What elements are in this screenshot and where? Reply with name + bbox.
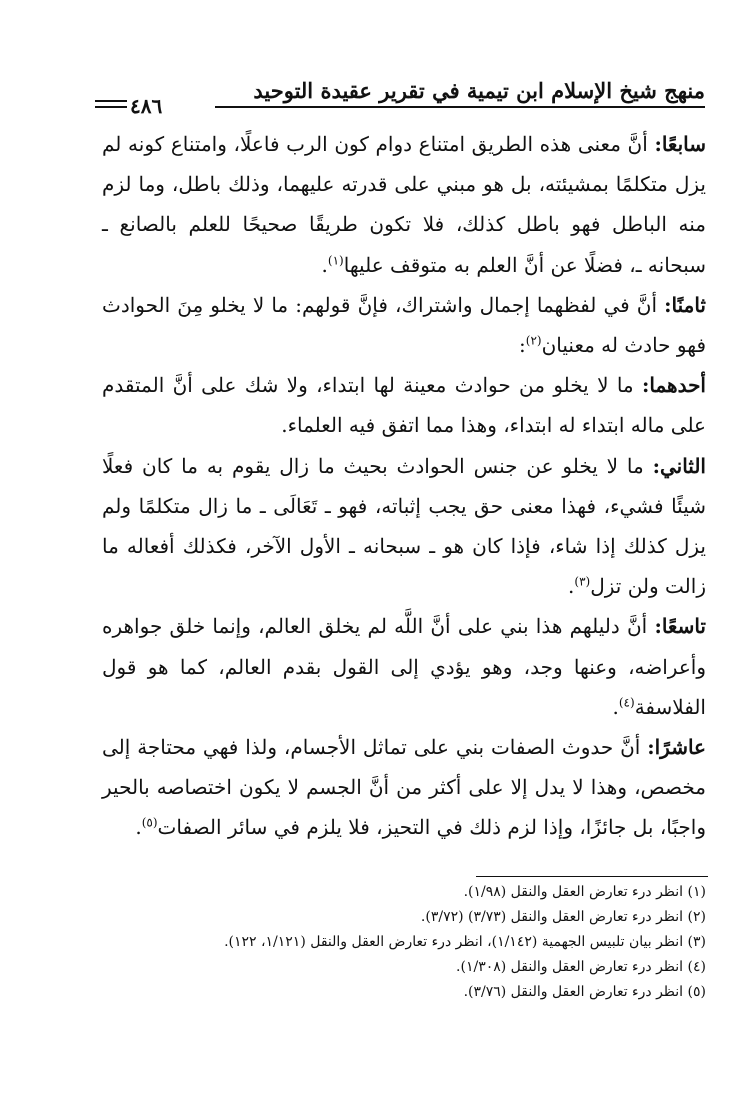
footnote-ref[interactable]: (٤) bbox=[618, 695, 635, 710]
paragraph-tail: . bbox=[135, 815, 142, 840]
footnote-5: (٥) انظر درء تعارض العقل والنقل (٣/٧٦). bbox=[463, 984, 706, 1000]
footnote-2: (٢) انظر درء تعارض العقل والنقل (٣/٧٣) (٣/٧٢). bbox=[420, 909, 706, 925]
footnotes bbox=[102, 880, 706, 1005]
paragraph-text: ما لا يخلو عن جنس الحوادث بحيث ما زال يقوم به ما كان فعلًا شيئًا فشيء، فهذا معنى حق يجب إثباته، فهو ـ تَعَالَى ـ ما زال متكلمًا ولم يزل كذلك إذا شاء، فإذا كان هو ـ سبحانه ـ الأول الآخر، فكذلك أفعاله ما زالت ولن تزل bbox=[102, 453, 706, 599]
footnote-separator bbox=[476, 876, 708, 877]
paragraph-lead: عاشرًا: bbox=[647, 735, 706, 760]
paragraph-lead: سابعًا: bbox=[654, 132, 706, 156]
paragraph-text: أنَّ دليلهم هذا بني على أنَّ اللَّه لم يخلق العالم، وإنما خلق جواهره وأعراضه، وعنها وجد، وهو يؤدي إلى القول بقدم العالم، كما هو قول الفلاسفة bbox=[102, 614, 706, 719]
paragraph-tenth bbox=[102, 727, 706, 848]
paragraph-text: أنَّ في لفظهما إجمال واشتراك، فإنَّ قولهم: ما لا يخلو مِنَ الحوادث فهو حادث له معنيان bbox=[102, 292, 706, 358]
footnote-ref[interactable]: (١) bbox=[327, 252, 344, 267]
footnote-1: (١) انظر درء تعارض العقل والنقل (١/٩٨). bbox=[463, 884, 706, 900]
paragraph-text: أنَّ معنى هذه الطريق امتناع دوام كون الرب فاعلًا، وامتناع كونه لم يزل متكلمًا بمشيئته، بل هو مبني على قدرته عليهما، وذلك باطل، وما لزم منه الباطل فهو باطل كذلك، فلا تكون طريقًا صحيحًا للعلم بالصانع ـ سبحانه ـ، فضلًا عن أنَّ العلم به متوقف عليها bbox=[102, 132, 706, 277]
paragraph-ninth bbox=[102, 606, 706, 727]
paragraph-tail: . bbox=[321, 252, 328, 277]
footnote-4: (٤) انظر درء تعارض العقل والنقل (١/٣٠٨). bbox=[456, 959, 706, 975]
paragraph-text: أنَّ حدوث الصفات بني على تماثل الأجسام، ولذا فهي محتاجة إلى مخصص، وهذا لا يدل إلا على أكثر من أنَّ الجسم لا يكون اختصاصه بالحير واجبًا، بل جائزًا، وإذا لزم ذلك في التحيز، فلا يلزم في سائر الصفات bbox=[102, 735, 706, 840]
footnote-ref[interactable]: (٢) bbox=[525, 333, 542, 348]
header-rule-short-top bbox=[95, 100, 127, 102]
paragraph-seventh bbox=[102, 124, 706, 285]
paragraph-tail: : bbox=[519, 333, 526, 358]
page-header bbox=[95, 70, 705, 118]
paragraph-lead: الثاني: bbox=[652, 453, 706, 478]
page-number: ٤٨٦ bbox=[130, 94, 163, 118]
main-text bbox=[102, 124, 706, 848]
paragraph-lead: ثامنًا: bbox=[664, 292, 706, 317]
footnote-ref[interactable]: (٥) bbox=[141, 815, 158, 830]
header-rule-short-bottom bbox=[95, 106, 127, 108]
header-rule bbox=[215, 106, 705, 108]
paragraph-second-meaning bbox=[102, 446, 706, 607]
paragraph-lead: تاسعًا: bbox=[654, 614, 706, 639]
footnote-3: (٣) انظر بيان تلبيس الجهمية (١/١٤٢)، انظر درء تعارض العقل والنقل (١/١٢١، ١٢٢). bbox=[224, 934, 706, 950]
paragraph-lead: أحدهما: bbox=[641, 373, 706, 398]
paragraph-eighth bbox=[102, 285, 706, 365]
paragraph-first-meaning bbox=[102, 365, 706, 445]
footnote-ref[interactable]: (٣) bbox=[574, 574, 591, 589]
paragraph-tail: . bbox=[612, 694, 619, 719]
running-title: منهج شيخ الإسلام ابن تيمية في تقرير عقيدة التوحيد bbox=[253, 78, 705, 103]
paragraph-tail: . bbox=[568, 574, 575, 599]
paragraph-text: ما لا يخلو من حوادث معينة لها ابتداء، ولا شك على أنَّ المتقدم على ماله ابتداء له ابتداء، وهذا مما اتفق فيه العلماء. bbox=[102, 373, 706, 438]
